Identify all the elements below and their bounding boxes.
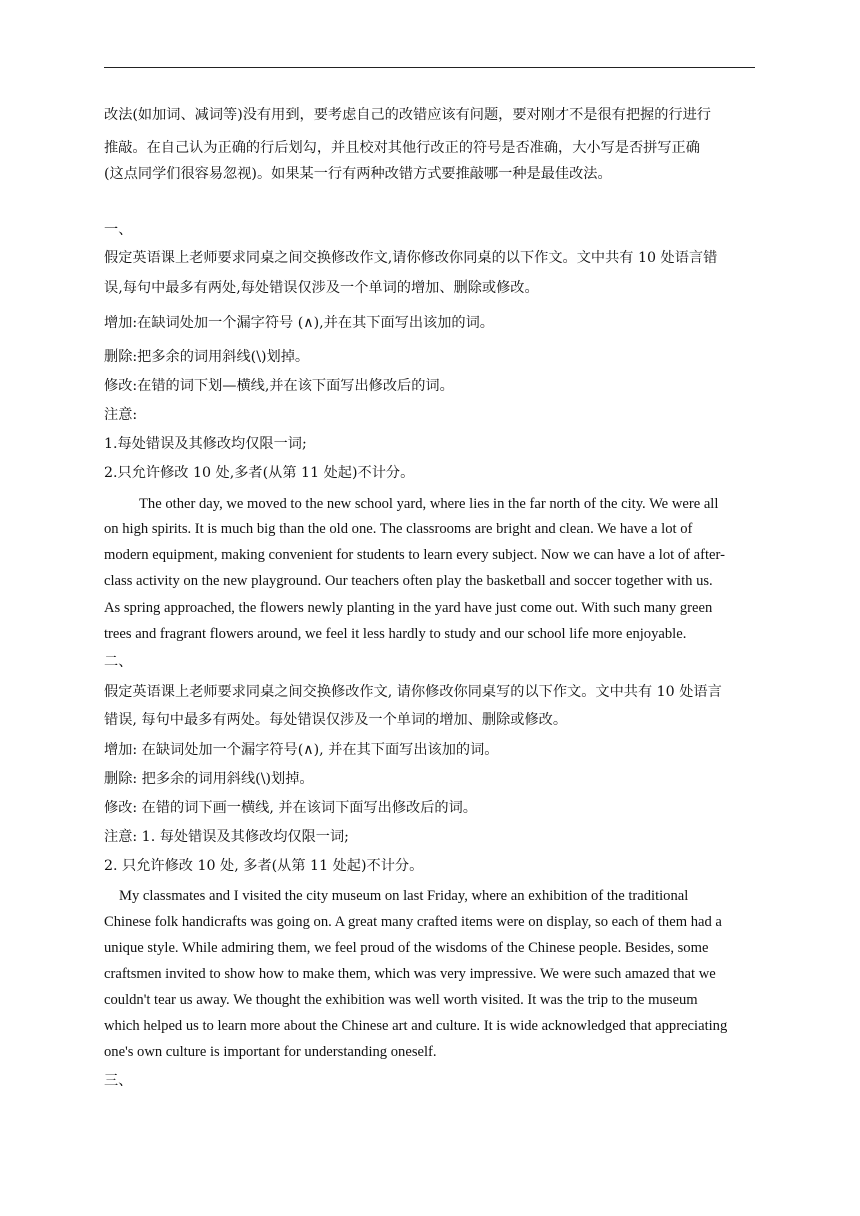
instruction-line: 修改: 在错的词下画一横线, 并在该词下面写出修改后的词。 bbox=[104, 800, 477, 816]
passage-line: The other day, we moved to the new school yard, where lies in the far north of the city. We were all bbox=[139, 496, 719, 512]
passage-line: couldn't tear us away. We thought the exhibition was well worth visited. It was the trip to the museum bbox=[104, 992, 698, 1008]
passage-line: unique style. While admiring them, we feel proud of the wisdoms of the Chinese people. Besides, some bbox=[104, 940, 709, 956]
instruction-line: 错误, 每句中最多有两处。每处错误仅涉及一个单词的增加、删除或修改。 bbox=[104, 712, 568, 728]
instruction-line: 修改:在错的词下划—横线,并在该下面写出修改后的词。 bbox=[104, 378, 454, 394]
instruction-line: 增加: 在缺词处加一个漏字符号(∧), 并在其下面写出该加的词。 bbox=[104, 742, 499, 758]
instruction-line: 误,每句中最多有两处,每处错误仅涉及一个单词的增加、删除或修改。 bbox=[104, 280, 539, 296]
instruction-line: 假定英语课上老师要求同桌之间交换修改作文, 请你修改你同桌写的以下作文。文中共有 10 处语言 bbox=[104, 684, 722, 700]
header-rule bbox=[104, 67, 755, 68]
section-heading-1: 一、 bbox=[104, 222, 133, 238]
passage-line: As spring approached, the flowers newly planting in the yard have just come out. With such many green bbox=[104, 600, 713, 616]
passage-line: My classmates and I visited the city museum on last Friday, where an exhibition of the traditional bbox=[119, 888, 689, 904]
intro-line: 改法(如加词、减词等)没有用到，要考虑自己的改错应该有问题，要对刚才不是很有把握的行进行 bbox=[104, 107, 711, 123]
instruction-line: 注意: bbox=[104, 407, 138, 423]
instruction-line: 注意: 1. 每处错误及其修改均仅限一词; bbox=[104, 829, 349, 845]
instruction-line: 2.只允许修改 10 处,多者(从第 11 处起)不计分。 bbox=[104, 465, 415, 481]
passage-line: Chinese folk handicrafts was going on. A great many crafted items were on display, so each of them had a bbox=[104, 914, 722, 930]
instruction-line: 删除:把多余的词用斜线(\)划掉。 bbox=[104, 349, 310, 365]
instruction-line: 1.每处错误及其修改均仅限一词; bbox=[104, 436, 307, 452]
passage-line: modern equipment, making convenient for students to learn every subject. Now we can have a lot of after- bbox=[104, 547, 725, 563]
passage-line: class activity on the new playground. Our teachers often play the basketball and soccer together with us. bbox=[104, 573, 713, 589]
intro-line: (这点同学们很容易忽视)。如果某一行有两种改错方式要推敲哪一种是最佳改法。 bbox=[104, 166, 612, 182]
passage-line: on high spirits. It is much big than the old one. The classrooms are bright and clean. We have a lot of bbox=[104, 521, 693, 537]
instruction-line: 删除: 把多余的词用斜线(\)划掉。 bbox=[104, 771, 314, 787]
passage-line: trees and fragrant flowers around, we feel it less hardly to study and our school life more enjoyable. bbox=[104, 626, 687, 642]
passage-line: which helped us to learn more about the Chinese art and culture. It is wide acknowledged that appreciating bbox=[104, 1018, 728, 1034]
section-heading-3: 三、 bbox=[104, 1073, 133, 1089]
intro-line: 推敲。在自己认为正确的行后划勾，并且校对其他行改正的符号是否准确，大小写是否拼写正确 bbox=[104, 140, 700, 156]
instruction-line: 增加:在缺词处加一个漏字符号 (∧),并在其下面写出该加的词。 bbox=[104, 315, 494, 331]
instruction-line: 假定英语课上老师要求同桌之间交换修改作文,请你修改你同桌的以下作文。文中共有 10 处语言错 bbox=[104, 250, 718, 266]
instruction-line: 2. 只允许修改 10 处, 多者(从第 11 处起)不计分。 bbox=[104, 858, 424, 874]
passage-line: craftsmen invited to show how to make them, which was very impressive. We were such amazed that we bbox=[104, 966, 716, 982]
passage-line: one's own culture is important for understanding oneself. bbox=[104, 1044, 437, 1060]
section-heading-2: 二、 bbox=[104, 654, 133, 670]
